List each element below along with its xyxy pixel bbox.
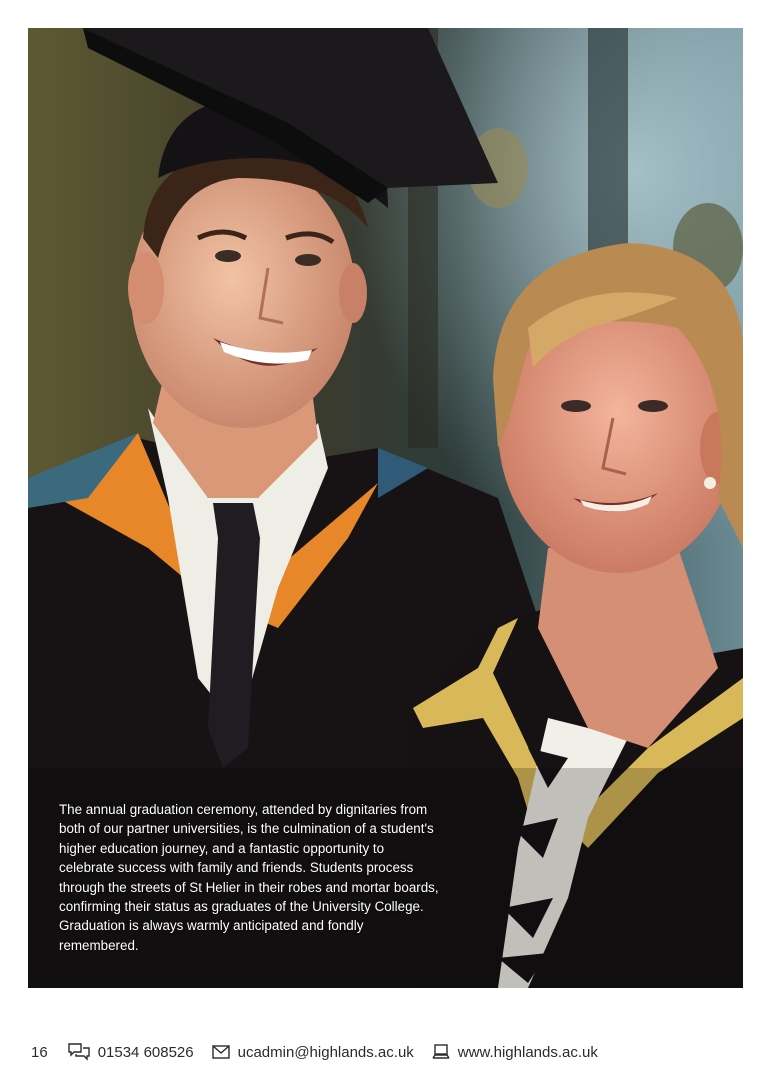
email-address: ucadmin@highlands.ac.uk bbox=[237, 1043, 414, 1061]
envelope-icon bbox=[212, 1045, 230, 1059]
graduation-photo bbox=[28, 28, 743, 988]
chat-bubbles-icon bbox=[68, 1043, 90, 1061]
photo-caption: The annual graduation ceremony, attended by dignitaries from both of our partner universities, is the culmination of a student's higher education journey, and a fantastic opportunity to celebrate success with family and friends. Students process through the streets of St Helier in their robes and mortar boards, confirming their status as graduates of the University College. Graduation is always warmly anticipated and fondly remembered. bbox=[59, 802, 439, 953]
footer-website[interactable] bbox=[432, 1044, 598, 1061]
page-number: 16 bbox=[31, 1043, 48, 1061]
phone-number: 01534 608526 bbox=[97, 1043, 194, 1061]
page-footer bbox=[31, 1041, 616, 1063]
footer-email[interactable] bbox=[212, 1044, 414, 1061]
footer-phone[interactable] bbox=[68, 1043, 194, 1061]
website-url: www.highlands.ac.uk bbox=[457, 1043, 598, 1061]
laptop-icon bbox=[432, 1044, 450, 1060]
